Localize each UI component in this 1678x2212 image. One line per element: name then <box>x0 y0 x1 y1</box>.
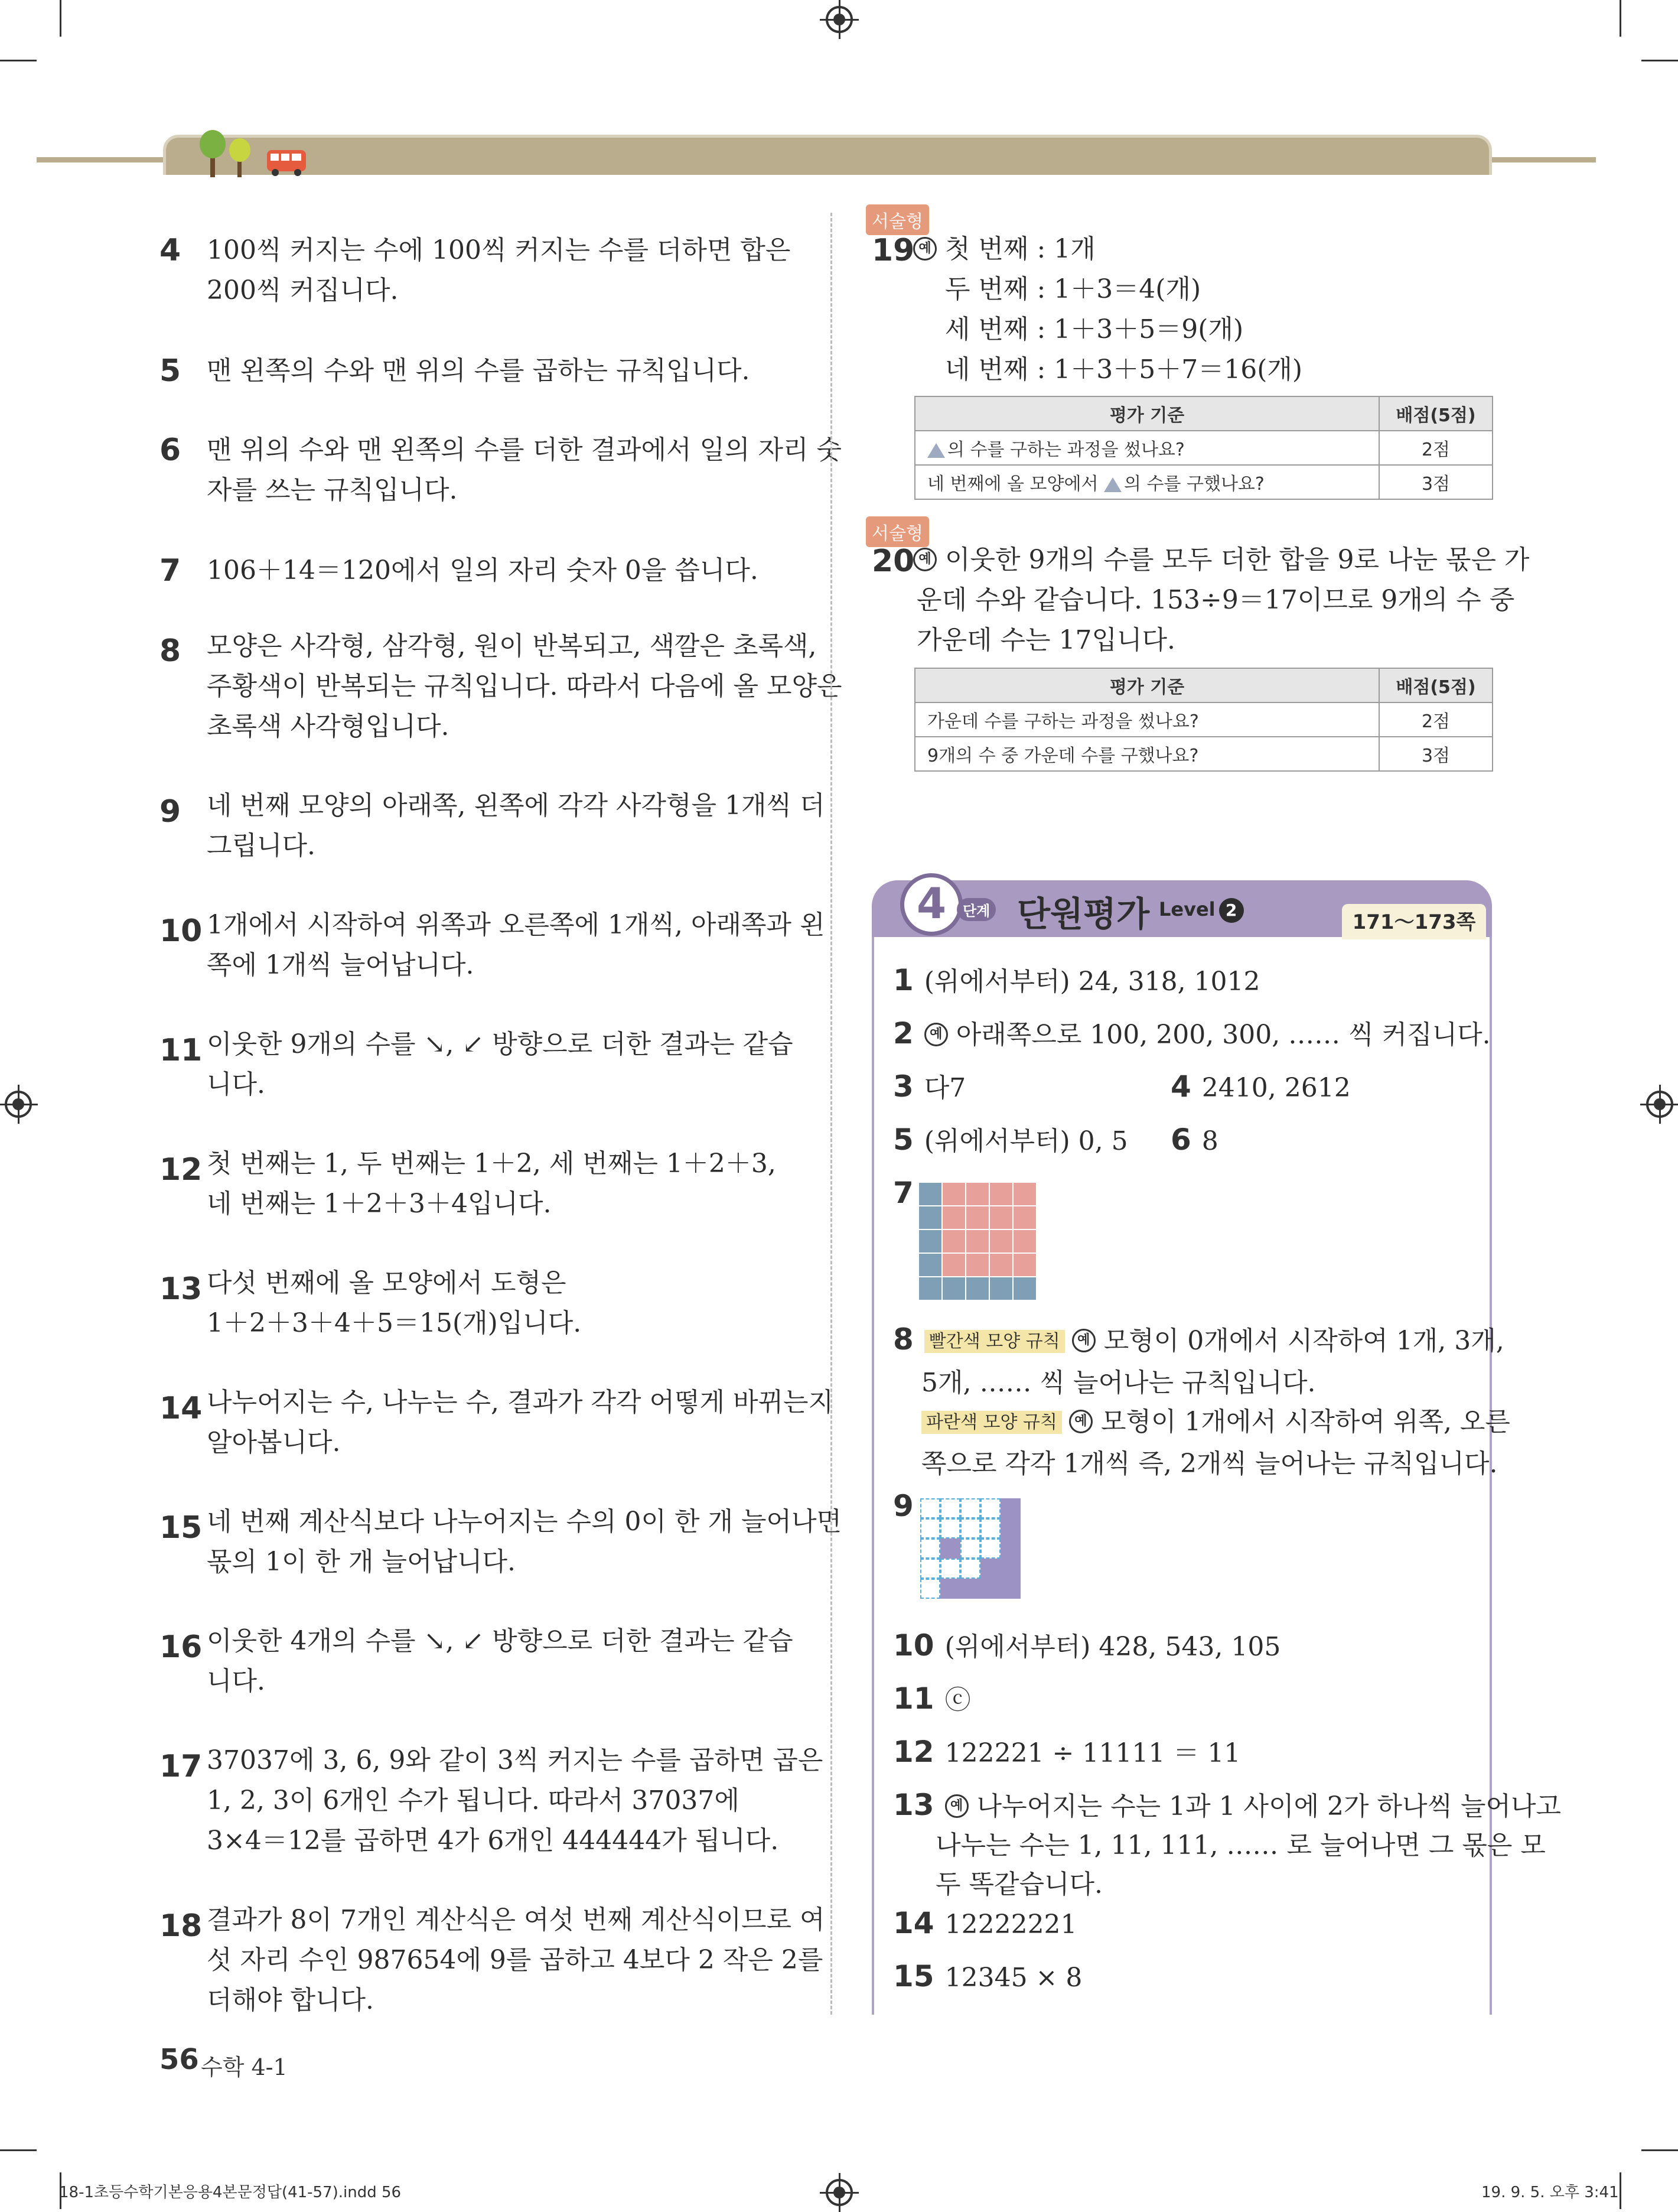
problem-text: 다섯 번째에 올 모양에서 도형은 1＋2＋3＋4＋5＝15(개)입니다. <box>207 1268 582 1338</box>
grid-cell <box>943 1254 965 1276</box>
answer-7-grid <box>919 1183 1036 1300</box>
grid-cell <box>943 1206 965 1229</box>
registration-mark-icon <box>826 6 853 33</box>
trim-mark <box>1620 2172 1621 2209</box>
grid-cell <box>1001 1518 1021 1538</box>
example-mark-icon: 예 <box>1072 1329 1096 1352</box>
problem-text: 네 번째 모양의 아래쪽, 왼쪽에 각각 사각형을 1개씩 더 그립니다. <box>207 791 825 861</box>
blue-rule-label: 파란색 모양 규칙 <box>921 1411 1062 1434</box>
page-subject: 수학 4-1 <box>201 2054 288 2080</box>
grid-cell <box>940 1518 960 1538</box>
grid-cell <box>966 1183 989 1205</box>
page-range: 171～173쪽 <box>1342 904 1486 939</box>
criteria-cell: 네 번째에 올 모양에서 의 수를 구했나요? <box>915 465 1379 499</box>
grid-cell <box>960 1518 980 1538</box>
points-header: 배점(5점) <box>1379 668 1493 702</box>
problem-number: 17 <box>159 1749 203 1784</box>
triangle-icon <box>927 443 945 458</box>
grid-cell <box>919 1206 941 1229</box>
step-number-badge: 4 <box>900 873 963 936</box>
header-tab <box>163 135 1492 178</box>
grid-cell <box>920 1518 940 1538</box>
bus-icon <box>266 148 308 177</box>
grid-cell <box>1014 1183 1036 1205</box>
answer-13: 13 예 나누어지는 수는 1과 1 사이에 2가 하나씩 늘어나고 나누는 수는 1, 11, 111, …… 로 늘어나면 그 몫은 모 두 똑같습니다. <box>893 1788 1562 1899</box>
grid-cell <box>943 1277 965 1300</box>
answer-15: 15 12345 × 8 <box>893 1959 1083 1993</box>
problem-number: 19 <box>872 233 915 268</box>
grid-cell <box>1014 1277 1036 1300</box>
grid-cell <box>1014 1206 1036 1229</box>
problem-number: 15 <box>159 1510 203 1546</box>
page-number: 56 <box>159 2043 199 2076</box>
q19-score-table <box>914 396 1493 500</box>
problem-text: 네 번째 계산식보다 나누어지는 수의 0이 한 개 늘어나면 몫의 1이 한 개 늘어납니다. <box>207 1507 842 1577</box>
level-label: Level 2 <box>1159 898 1244 923</box>
grid-cell <box>940 1579 960 1599</box>
grid-cell <box>966 1206 989 1229</box>
grid-cell <box>960 1538 980 1559</box>
answer-6: 6 8 <box>1171 1123 1218 1157</box>
grid-cell <box>919 1230 941 1253</box>
grid-cell <box>919 1277 941 1300</box>
grid-cell <box>1001 1538 1021 1559</box>
grid-cell <box>1014 1254 1036 1276</box>
answer-2: 2 예 아래쪽으로 100, 200, 300, …… 씩 커집니다. <box>893 1016 1491 1050</box>
level-number-badge: 2 <box>1219 898 1244 923</box>
problem-number: 5 <box>159 353 181 389</box>
grid-cell <box>966 1230 989 1253</box>
answer-14: 14 12222221 <box>893 1906 1077 1940</box>
grid-cell <box>920 1538 940 1559</box>
answer-7: 7 <box>893 1176 914 1210</box>
q20-score-table <box>914 668 1493 772</box>
grid-cell <box>980 1538 1001 1559</box>
problem-text: 맨 위의 수와 맨 왼쪽의 수를 더한 결과에서 일의 자리 숫 자를 쓰는 규칙입니다. <box>207 435 842 505</box>
grid-cell <box>980 1579 1001 1599</box>
problem-text: 이웃한 4개의 수를 ↘, ↙ 방향으로 더한 결과는 같습 니다. <box>207 1626 793 1696</box>
grid-cell <box>960 1579 980 1599</box>
criteria-header: 평가 기준 <box>915 396 1379 431</box>
grid-cell <box>990 1277 1012 1300</box>
grid-cell <box>943 1230 965 1253</box>
problem-text: 이웃한 9개의 수를 ↘, ↙ 방향으로 더한 결과는 같습 니다. <box>207 1029 793 1100</box>
grid-cell <box>990 1206 1012 1229</box>
grid-cell <box>919 1183 941 1205</box>
trim-mark <box>60 0 61 37</box>
grid-cell <box>1001 1579 1021 1599</box>
grid-cell <box>1001 1498 1021 1518</box>
q19-answer: 예 첫 번째 : 1개 두 번째 : 1＋3＝4(개) 세 번째 : 1＋3＋5＝9(개) 네 번째 : 1＋3＋5＋7＝16(개) <box>913 229 1302 390</box>
criteria-cell: 의 수를 구하는 과정을 썼나요? <box>915 431 1379 465</box>
answer-11: 11 ⓒ <box>893 1681 971 1716</box>
step-label: 단계 <box>957 898 996 921</box>
grid-cell <box>920 1559 940 1579</box>
grid-cell <box>966 1254 989 1276</box>
problem-number: 12 <box>159 1152 203 1188</box>
essay-tag: 서술형 <box>866 204 929 235</box>
grid-cell <box>990 1254 1012 1276</box>
problem-text: 모양은 사각형, 삼각형, 원이 반복되고, 색깔은 초록색, 주황색이 반복되는 규칙입니다. 따라서 다음에 올 모양은 초록색 사각형입니다. <box>207 631 842 741</box>
grid-cell <box>920 1498 940 1518</box>
trim-mark <box>1641 60 1678 61</box>
header-tab-base <box>159 175 1495 181</box>
grid-cell <box>966 1277 989 1300</box>
answer-12: 12 122221 ÷ 11111 ＝ 11 <box>893 1735 1241 1769</box>
points-cell: 2점 <box>1379 431 1493 465</box>
file-name: 18-1초등수학기본응용4본문정답(41-57).indd 56 <box>59 2184 402 2201</box>
registration-mark-icon <box>5 1091 32 1118</box>
grid-cell <box>1014 1230 1036 1253</box>
criteria-cell: 가운데 수를 구하는 과정을 썼나요? <box>915 702 1379 737</box>
problem-number: 14 <box>159 1391 203 1426</box>
trim-mark <box>0 2149 37 2151</box>
problem-text: 106＋14＝120에서 일의 자리 숫자 0을 씁니다. <box>207 555 758 585</box>
trim-mark <box>1641 2149 1678 2151</box>
problem-text: 결과가 8이 7개인 계산식은 여섯 번째 계산식이므로 여 섯 자리 수인 987654에 9를 곱하고 4보다 2 작은 2를 더해야 합니다. <box>207 1905 825 2015</box>
unit-test-title: 단원평가 <box>1017 894 1150 934</box>
q20-answer: 예 이웃한 9개의 수를 모두 더한 합을 9로 나눈 몫은 가 운데 수와 같습니다. 153÷9＝17이므로 9개의 수 중 가운데 수는 17입니다. <box>913 540 1529 661</box>
answer-10: 10 (위에서부터) 428, 543, 105 <box>893 1628 1281 1663</box>
registration-mark-icon <box>1646 1091 1673 1118</box>
trim-mark <box>0 60 37 61</box>
grid-cell <box>940 1498 960 1518</box>
triangle-icon <box>1104 477 1122 492</box>
answer-9: 9 <box>893 1489 914 1523</box>
problem-text: 첫 번째는 1, 두 번째는 1＋2, 세 번째는 1＋2＋3, 네 번째는 1＋2＋3＋4입니다. <box>207 1149 776 1219</box>
problem-text: 맨 왼쪽의 수와 맨 위의 수를 곱하는 규칙입니다. <box>207 356 750 386</box>
answer-8: 8 빨간색 모양 규칙 예 모형이 0개에서 시작하여 1개, 3개, 5개, …… 씩 늘어나는 규칙입니다. 파란색 모양 규칙 예 모형이 1개에서 시작하여 위쪽, 오른 쪽으로 각각 1개씩 즉, 2개씩 늘어나는 규칙입니다. <box>893 1322 1510 1479</box>
problem-number: 4 <box>159 233 181 268</box>
answer-4: 4 2410, 2612 <box>1171 1069 1351 1104</box>
red-rule-label: 빨간색 모양 규칙 <box>924 1330 1065 1353</box>
problem-number: 18 <box>159 1908 203 1944</box>
answer-1: 1 (위에서부터) 24, 318, 1012 <box>893 963 1260 997</box>
print-timestamp: 19. 9. 5. 오후 3:41 <box>1481 2184 1619 2201</box>
problem-text: 나누어지는 수, 나누는 수, 결과가 각각 어떻게 바뀌는지 알아봅니다. <box>207 1387 833 1458</box>
grid-cell <box>943 1183 965 1205</box>
grid-cell <box>1001 1559 1021 1579</box>
grid-cell <box>940 1559 960 1579</box>
example-mark-icon: 예 <box>945 1794 969 1818</box>
problem-number: 10 <box>159 913 203 949</box>
grid-cell <box>920 1579 940 1599</box>
problem-number: 20 <box>872 544 915 579</box>
tree-icon <box>195 126 260 180</box>
grid-cell <box>940 1538 960 1559</box>
points-cell: 3점 <box>1379 737 1493 771</box>
column-divider <box>830 213 832 2015</box>
registration-mark-icon <box>826 2179 853 2206</box>
grid-cell <box>919 1254 941 1276</box>
grid-cell <box>980 1498 1001 1518</box>
problem-number: 13 <box>159 1271 203 1307</box>
problem-text: 100씩 커지는 수에 100씩 커지는 수를 더하면 합은 200씩 커집니다. <box>207 235 791 305</box>
points-cell: 3점 <box>1379 465 1493 499</box>
problem-number: 16 <box>159 1629 203 1665</box>
problem-number: 11 <box>159 1033 203 1068</box>
grid-cell <box>990 1230 1012 1253</box>
problem-text: 37037에 3, 6, 9와 같이 3씩 커지는 수를 곱하면 곱은 1, 2, 3이 6개인 수가 됩니다. 따라서 37037에 3×4＝12를 곱하면 4가 6개인 444444가 됩니다. <box>207 1745 823 1856</box>
criteria-header: 평가 기준 <box>915 668 1379 702</box>
grid-cell <box>960 1559 980 1579</box>
points-header: 배점(5점) <box>1379 396 1493 431</box>
grid-cell <box>980 1518 1001 1538</box>
example-mark-icon: 예 <box>1069 1410 1093 1433</box>
answer-5: 5 (위에서부터) 0, 5 <box>893 1123 1128 1157</box>
criteria-cell: 9개의 수 중 가운데 수를 구했나요? <box>915 737 1379 771</box>
example-mark-icon: 예 <box>924 1023 948 1046</box>
grid-cell <box>960 1498 980 1518</box>
problem-number: 9 <box>159 794 181 830</box>
problem-text: 1개에서 시작하여 위쪽과 오른쪽에 1개씩, 아래쪽과 왼 쪽에 1개씩 늘어납니다. <box>207 910 825 980</box>
points-cell: 2점 <box>1379 702 1493 737</box>
grid-cell <box>980 1559 1001 1579</box>
answer-3: 3 다7 <box>893 1069 966 1104</box>
example-mark-icon: 예 <box>913 237 937 261</box>
problem-number: 8 <box>159 633 181 669</box>
grid-cell <box>990 1183 1012 1205</box>
example-mark-icon: 예 <box>913 548 937 571</box>
answer-9-grid <box>920 1498 1021 1599</box>
problem-number: 6 <box>159 432 181 468</box>
trim-mark <box>1620 0 1621 37</box>
essay-tag: 서술형 <box>866 516 929 547</box>
problem-number: 7 <box>159 553 181 588</box>
